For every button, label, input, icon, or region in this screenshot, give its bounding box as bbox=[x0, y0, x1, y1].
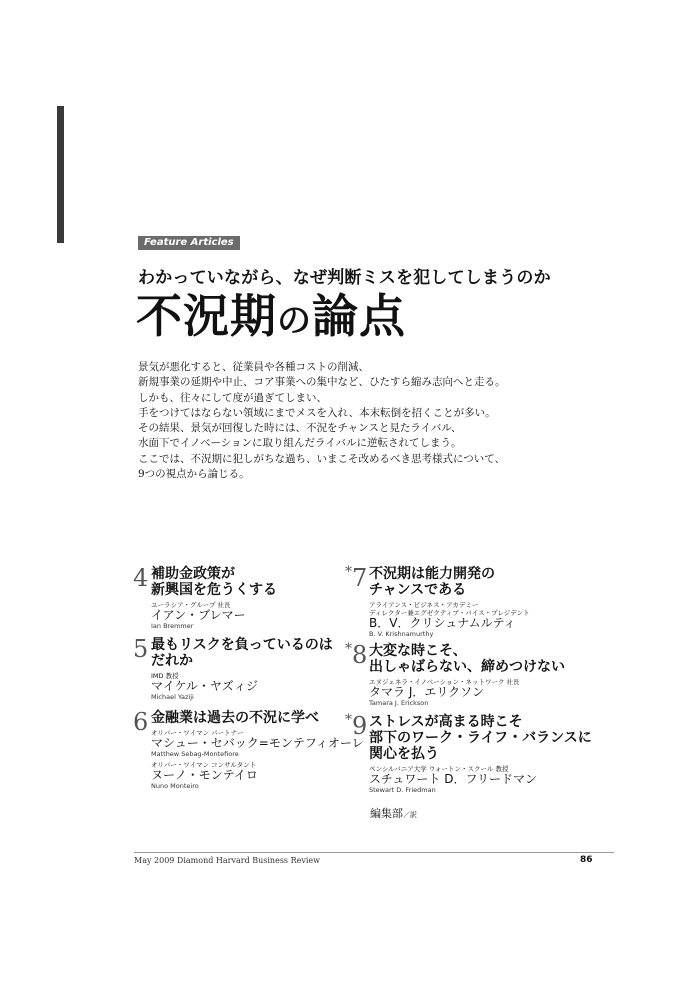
translator-name: 編集部 bbox=[370, 807, 403, 820]
article-title-line: 出しゃばらない、締めつけない bbox=[369, 659, 565, 675]
article-number-value: 9 bbox=[352, 712, 368, 740]
title-part-2: の bbox=[277, 301, 312, 341]
article-number: 5 bbox=[133, 635, 149, 663]
translator-suffix: ／訳 bbox=[403, 811, 417, 819]
author-role: ペンシルバニア大学 ウォートン・スクール 教授 bbox=[369, 765, 509, 773]
footer-publication: May 2009 Diamond Harvard Business Review bbox=[134, 856, 320, 865]
article-title-line: 関心を払う bbox=[369, 746, 439, 762]
translator-credit bbox=[370, 805, 417, 821]
author-roman-name: Michael Yaziji bbox=[151, 693, 194, 701]
article-number: 4 bbox=[133, 564, 149, 592]
subtitle: わかっていながら、なぜ判断ミスを犯してしまうのか bbox=[138, 268, 551, 288]
author-name: スチュワート D．フリードマン bbox=[369, 772, 537, 786]
article-number-value: 8 bbox=[352, 641, 368, 669]
article-5[interactable] bbox=[133, 637, 333, 701]
sidebar-accent-bar bbox=[57, 106, 64, 243]
author-name: タマラ J．エリクソン bbox=[369, 685, 485, 699]
article-8[interactable] bbox=[345, 643, 565, 707]
badge-underline bbox=[138, 249, 226, 250]
author-roman-name: Tamara J. Erickson bbox=[369, 699, 429, 707]
author-roman-name: B. V. Krishnamurthy bbox=[369, 630, 434, 638]
article-title-line: 不況期は能力開発の bbox=[369, 566, 495, 582]
author-name: B．V．クリシュナムルティ bbox=[369, 616, 516, 630]
article-star: * bbox=[345, 564, 352, 580]
lead-line: 景気が悪化すると、従業員や各種コストの削減、 bbox=[138, 361, 369, 373]
author-roman-name: Stewart D. Friedman bbox=[369, 786, 436, 794]
article-title-line: だれか bbox=[151, 653, 193, 669]
author-role: ユーラシア・グループ 社長 bbox=[151, 601, 231, 609]
lead-line: 9つの視点から論じる。 bbox=[138, 468, 250, 481]
page-number: 86 bbox=[580, 855, 593, 865]
lead-line: 新規事業の延期や中止、コア事業への集中など、ひたすら縮み志向へと走る。 bbox=[138, 376, 506, 389]
lead-line: 水面下でイノベーションに取り組んだライバルに逆転されてしまう。 bbox=[138, 437, 462, 450]
article-9[interactable] bbox=[345, 714, 592, 794]
author-roman-name: Matthew Sebag-Montefiore bbox=[151, 750, 239, 758]
author-role: アライアンス・ビジネス・アカデミー ディレクター兼エグゼクティブ・バイス・プレジデント bbox=[369, 601, 530, 617]
author-name: マシュー・セバック=モンテフィオーレ bbox=[151, 736, 364, 750]
author-role: オリバー・ワイマン パートナー bbox=[151, 729, 244, 737]
article-number-value: 7 bbox=[352, 564, 368, 592]
lead-line: ここでは、不況期に犯しがちな過ち、いまこそ改めるべき思考様式について、 bbox=[138, 452, 506, 465]
author-roman-name: Nuno Monteiro bbox=[151, 782, 199, 790]
article-4[interactable] bbox=[133, 566, 277, 630]
article-number bbox=[345, 712, 367, 740]
lead-paragraph bbox=[138, 360, 506, 482]
article-title-line: 最もリスクを負っているのは bbox=[151, 637, 333, 653]
article-title-line: 部下のワーク・ライフ・バランスに bbox=[369, 730, 592, 746]
article-title-line: ストレスが高まる時こそ bbox=[369, 714, 523, 730]
article-star: * bbox=[345, 712, 352, 728]
article-star: * bbox=[345, 641, 352, 657]
title-part-3: 論点 bbox=[312, 289, 406, 343]
article-title-line: 金融業は過去の不況に学べ bbox=[151, 710, 319, 726]
section-badge: Feature Articles bbox=[138, 236, 240, 250]
article-title-line: 補助金政策が bbox=[151, 566, 235, 582]
lead-line: しかも、往々にして度が過ぎてしまい、 bbox=[138, 391, 327, 404]
article-number bbox=[345, 641, 367, 669]
author-roman-name: Ian Bremmer bbox=[151, 622, 194, 630]
article-title-line: 大変な時こそ、 bbox=[369, 643, 467, 659]
title-part-1: 不況期 bbox=[136, 289, 277, 343]
page-title bbox=[136, 290, 406, 347]
footer-divider bbox=[134, 852, 614, 853]
author-name: マイケル・ヤズィジ bbox=[151, 679, 259, 693]
lead-line: その結果、景気が回復した時には、不況をチャンスと見たライバル、 bbox=[138, 422, 462, 435]
article-7[interactable] bbox=[345, 566, 530, 638]
article-number bbox=[345, 564, 367, 592]
author-role: エヌジェネラ・イノベーション・ネットワーク 社長 bbox=[369, 678, 520, 686]
article-6[interactable] bbox=[133, 710, 364, 790]
author-name: イアン・ブレマー bbox=[151, 608, 246, 622]
lead-line: 手をつけてはならない領域にまでメスを入れ、本末転倒を招くことが多い。 bbox=[138, 406, 496, 419]
author-name: ヌーノ・モンテイロ bbox=[151, 768, 258, 782]
author-role: オリバー・ワイマン コンサルタント bbox=[151, 761, 257, 769]
article-title-line: チャンスである bbox=[369, 582, 467, 598]
article-number: 6 bbox=[133, 708, 149, 736]
author-role: IMD 教授 bbox=[151, 672, 179, 680]
article-title-line: 新興国を危うくする bbox=[151, 582, 277, 598]
